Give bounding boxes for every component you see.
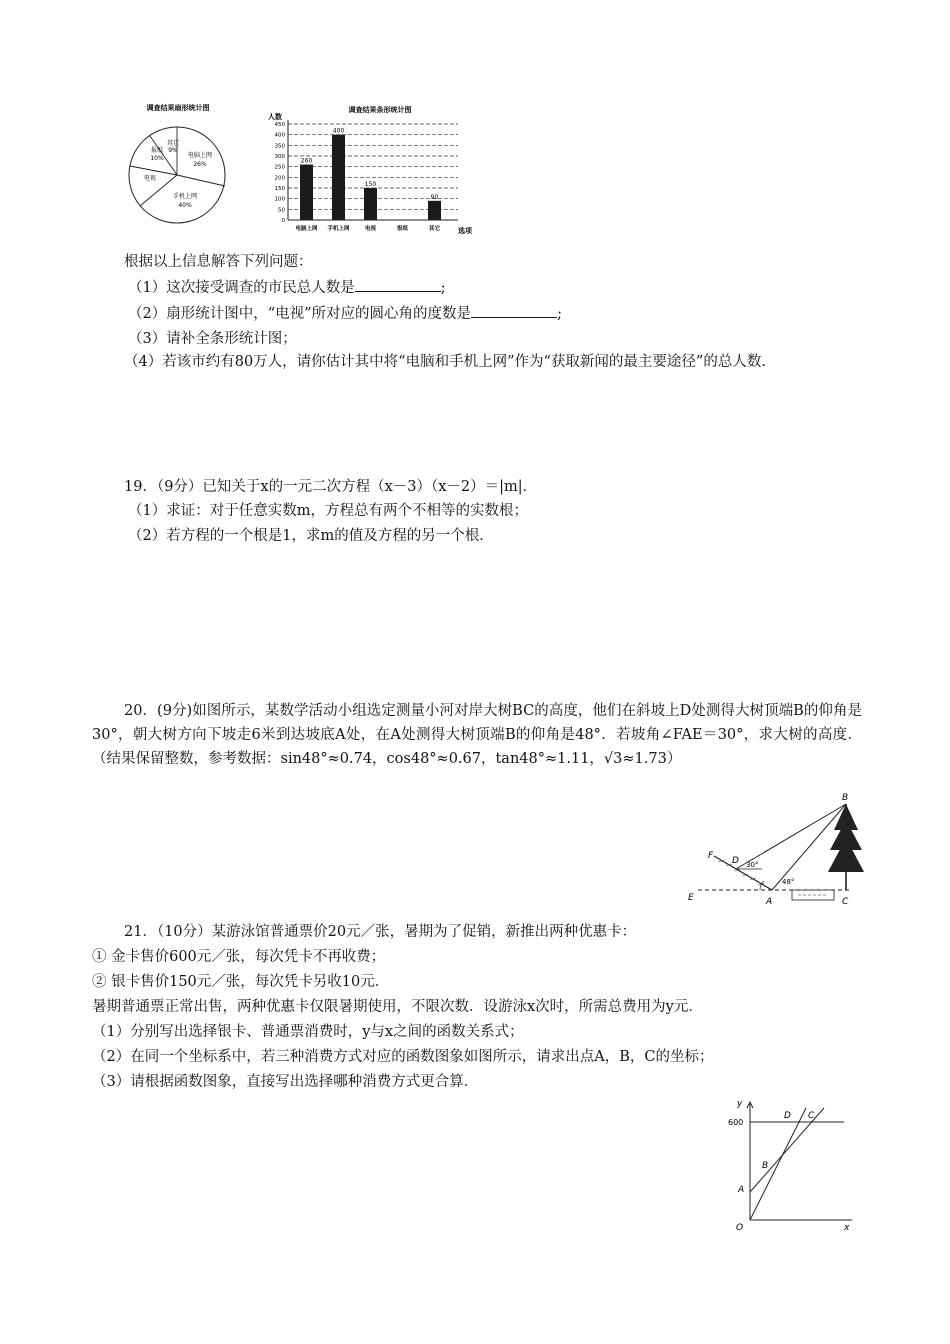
pie-pct-computer: 26% [193,161,207,168]
graph-label-O: O [736,1223,744,1233]
graph-label-C: C [808,1111,815,1121]
fig-angle-30: 30° [746,861,759,869]
q21-gold-card: ① 金卡售价600元／张，每次凭卡不再收费； [92,949,386,965]
q21-head: 21．（10分）某游泳馆普通票价20元／张，暑期为了促销，新推出两种优惠卡： [124,924,637,940]
fig-label-D: D [732,856,739,866]
graph-label-y: y [737,1099,743,1109]
pie-label-computer: 电脑上网 [187,152,213,159]
bar-category-label: 手机上网 [327,226,350,232]
q19-part1: （1）求证：对于任意实数m，方程总有两个不相等的实数根； [128,503,528,519]
pie-label-tv: 电视 [143,175,157,182]
fig-label-A: A [766,897,773,907]
pie-chart [120,100,230,230]
answer-blank[interactable] [355,277,441,292]
q21-function-graph [726,1094,862,1234]
bar-category-label: 电脑上网 [295,226,318,232]
q18-part1: （1）这次接受调查的市民总人数是 ; [128,277,446,298]
graph-label-x: x [844,1223,850,1233]
bar-category-label: 报纸 [396,226,409,232]
fig-angle-48: 48° [782,878,795,886]
q18-part2: （2）扇形统计图中，“电视”所对应的圆心角的度数是 ; [128,303,562,324]
bar-ytick: 450 [274,122,285,128]
bar-ytick: 400 [274,132,285,139]
q21-part2: （2）在同一个坐标系中，若三种消费方式对应的函数图象如图所示，请求出点A，B，C的坐标； [92,1049,714,1065]
pie-pct-phone: 40% [178,202,192,209]
bar-4 [428,201,441,220]
pie-pct-other: 9% [168,147,178,154]
bar-ytick: 250 [274,164,285,171]
q21-part1: （1）分别写出选择银卡、普通票消费时，y与x之间的函数关系式； [92,1024,524,1040]
pie-label-newspaper: 报纸 [150,147,164,154]
graph-label-B: B [762,1161,769,1171]
bar-ytick: 350 [274,143,285,150]
bar-ytick: 50 [278,207,285,214]
bar-0 [300,165,313,220]
q18-part3: （3）请补全条形统计图； [128,331,297,347]
pie-label-other: 其它 [166,140,180,147]
bar-2 [364,188,377,220]
bar-value-label: 400 [332,127,345,135]
fig-label-E: E [688,893,694,903]
graph-label-600: 600 [728,1118,744,1127]
bar-chart [262,100,482,240]
bar-1 [332,135,345,220]
bar-xlabel: 选项 [458,227,472,235]
q19-part2: （2）若方程的一个根是1，求m的值及方程的另一个根． [128,528,494,544]
bar-title: 调查结果条形统计图 [348,106,412,114]
fig-label-F: F [708,851,714,861]
bar-category-label: 电视 [364,226,377,232]
q18-part4: （4）若该市约有80万人，请你估计其中将“电脑和手机上网”作为“获取新闻的最主要途径”的总人数. [124,354,766,370]
graph-label-D: D [784,1111,791,1121]
q19-head: 19．（9分）已知关于x的一元二次方程（x－3）（x－2）＝|m|． [124,479,538,495]
bar-ylabel: 人数 [268,113,282,121]
bar-ytick: 300 [274,154,285,160]
bar-value-label: 260 [300,157,313,165]
graph-label-A: A [738,1185,745,1195]
fig-label-C: C [842,897,849,907]
bar-ytick: 150 [274,186,285,192]
q21-condition: 暑期普通票正常出售，两种优惠卡仅限暑期使用，不限次数．设游泳x次时，所需总费用为y元． [92,999,703,1015]
bar-ytick: 200 [274,175,285,182]
q20-figure [680,790,870,910]
q20-text: 20．(9分)如图所示，某数学活动小组选定测量小河对岸大树BC的高度，他们在斜坡上D处测得大树顶端B的仰角是30°，朝大树方向下坡走6米到达坡底A处，在A处测得大树顶端B的仰角是48°．若坡角∠FAE＝30°，求大树的高度．（结果保留整数，参考数据：sin48°≈0.74，cos48°≈0.67，tan48°≈1.11，√3≈1.73） [92,703,862,767]
pie-pct-newspaper: 10% [150,155,164,162]
answer-blank[interactable] [471,303,557,318]
pie-label-phone: 手机上网 [172,193,198,200]
q21-part3: （3）请根据函数图象，直接写出选择哪种消费方式更合算． [92,1074,479,1090]
bar-ytick: 0 [281,218,285,224]
q21-silver-card: ② 银卡售价150元／张，每次凭卡另收10元． [92,974,390,990]
bar-value-label: 150 [364,181,377,188]
bar-value-label: 90 [430,193,439,201]
pie-title: 调查结果扇形统计图 [146,104,210,112]
q18-intro: 根据以上信息解答下列问题： [124,254,313,270]
fig-label-B: B [842,793,849,803]
bar-category-label: 其它 [428,226,441,232]
bar-ytick: 100 [274,196,285,203]
